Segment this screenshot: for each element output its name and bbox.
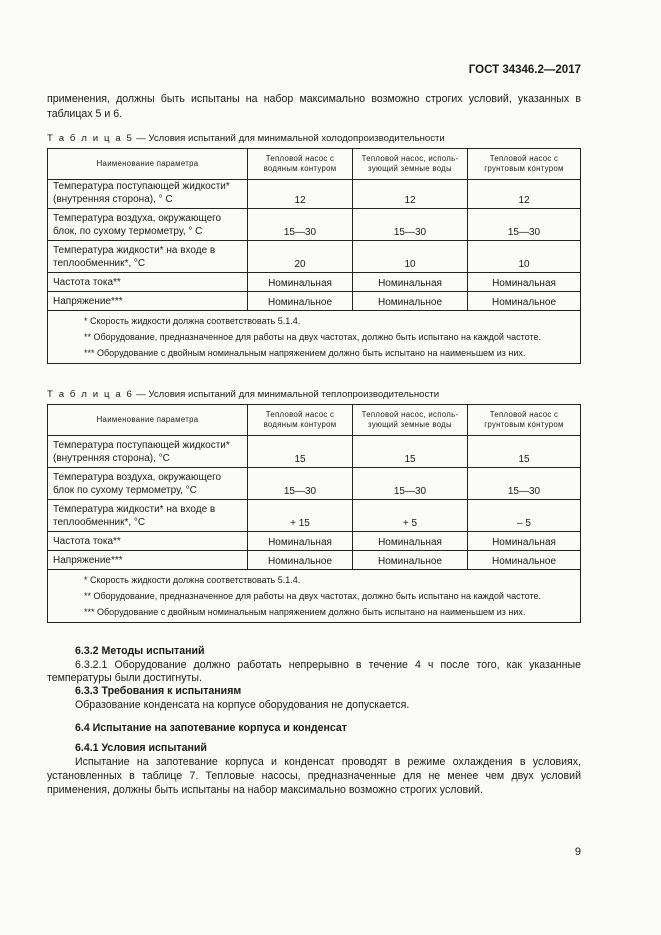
table6-row1-col2: 15 xyxy=(353,436,468,468)
table5-row4-col2: Номинальная xyxy=(353,273,468,292)
table6-row1-label: Температура поступающей жидкости* (внутренняя сторона), °С xyxy=(48,436,248,468)
table5-note3: *** Оборудование с двойным номинальным напряжением должно быть испытано на наименьшем из них. xyxy=(84,348,526,358)
section-641-title: 6.4.1 Условия испытаний xyxy=(75,742,207,754)
table5-row5-col1: Номинальное xyxy=(248,292,353,311)
table6-row3-col2: + 5 xyxy=(353,500,468,532)
table5-note1: * Скорость жидкости должна соответствовать 5.1.4. xyxy=(84,316,301,326)
table6-row2-col1: 15—30 xyxy=(248,468,353,500)
table5-row2-col2: 15—30 xyxy=(353,209,468,241)
table6-row3-col1: + 15 xyxy=(248,500,353,532)
table6-row3-col3: – 5 xyxy=(468,500,581,532)
table6-caption xyxy=(47,389,439,400)
table5-caption-text: — Условия испытаний для минимальной холодопроизводительности xyxy=(133,133,445,144)
table5-row2-label: Температура воздуха, окружающего блок, по сухому термометру, ° С xyxy=(48,209,248,241)
table5-row4-col1: Номинальная xyxy=(248,273,353,292)
table5-header-col1: Тепловой насос с водяным контуром xyxy=(248,149,353,180)
table-row xyxy=(48,532,581,551)
table5-row3-col3: 10 xyxy=(468,241,581,273)
table-row xyxy=(48,551,581,570)
table6-row2-label: Температура воздуха, окружающего блок по сухому термометру, °С xyxy=(48,468,248,500)
document-standard-header: ГОСТ 34346.2—2017 xyxy=(468,64,581,76)
table6-row2-col3: 15—30 xyxy=(468,468,581,500)
table5-row3-label: Температура жидкости* на входе в теплообменник*, °С xyxy=(48,241,248,273)
table-row xyxy=(48,292,581,311)
table6-row5-col2: Номинальное xyxy=(353,551,468,570)
table6-row5-label: Напряжение*** xyxy=(48,551,248,570)
table6-row4-col3: Номинальная xyxy=(468,532,581,551)
table5-row5-label: Напряжение*** xyxy=(48,292,248,311)
table6-row4-col1: Номинальная xyxy=(248,532,353,551)
table6-row1-col1: 15 xyxy=(248,436,353,468)
table6-caption-prefix: Т а б л и ц а 6 xyxy=(47,389,134,400)
table5-row1-col1: 12 xyxy=(248,180,353,209)
table-row xyxy=(48,209,581,241)
section-6321-text: 6.3.2.1 Оборудование должно работать непрерывно в течение 4 ч после того, как указанные температуры были достигнуты. xyxy=(47,659,581,684)
page-number: 9 xyxy=(574,846,581,858)
table6-header-col2: Тепловой насос, исполь- зующий земные воды xyxy=(353,405,468,436)
table6-row2-col2: 15—30 xyxy=(353,468,468,500)
table5-caption xyxy=(47,133,445,144)
table-row xyxy=(48,500,581,532)
section-633-title: 6.3.3 Требования к испытаниям xyxy=(75,685,242,697)
table5-row1-col2: 12 xyxy=(353,180,468,209)
table6-row3-label: Температура жидкости* на входе в теплообменник*, °С xyxy=(48,500,248,532)
table5-row3-col1: 20 xyxy=(248,241,353,273)
table5-row4-label: Частота тока** xyxy=(48,273,248,292)
table6-note3: *** Оборудование с двойным номинальным напряжением должно быть испытано на наименьшем из них. xyxy=(84,607,526,617)
table6-row5-col3: Номинальное xyxy=(468,551,581,570)
table6-caption-text: — Условия испытаний для минимальной теплопроизводительности xyxy=(133,389,440,400)
table-row xyxy=(48,241,581,273)
table6-row4-col2: Номинальная xyxy=(353,532,468,551)
table5-row5-col2: Номинальное xyxy=(353,292,468,311)
table5-note2: ** Оборудование, предназначенное для работы на двух частотах, должно быть испытано на каждой частоте. xyxy=(84,332,541,342)
table6 xyxy=(47,404,581,623)
table6-row4-label: Частота тока** xyxy=(48,532,248,551)
table5 xyxy=(47,148,581,364)
table5-header-param: Наименование параметра xyxy=(48,149,248,180)
table5-header-col2: Тепловой насос, исполь- зующий земные воды xyxy=(353,149,468,180)
table6-header-param: Наименование параметра xyxy=(48,405,248,436)
section-64-title: 6.4 Испытание на запотевание корпуса и конденсат xyxy=(75,722,347,734)
table6-row1-col3: 15 xyxy=(468,436,581,468)
table6-header-col1: Тепловой насос с водяным контуром xyxy=(248,405,353,436)
table-row xyxy=(48,180,581,209)
table6-header-col3: Тепловой насос с грунтовым контуром xyxy=(468,405,581,436)
table6-row5-col1: Номинальное xyxy=(248,551,353,570)
table5-row1-col3: 12 xyxy=(468,180,581,209)
table6-note2: ** Оборудование, предназначенное для работы на двух частотах, должно быть испытано на каждой частоте. xyxy=(84,591,541,601)
table5-row1-label: Температура поступающей жидкости* (внутренняя сторона), ° С xyxy=(48,180,248,209)
section-633-text: Образование конденсата на корпусе оборудования не допускается. xyxy=(75,699,410,711)
table5-row3-col2: 10 xyxy=(353,241,468,273)
table5-header-col3: Тепловой насос с грунтовым контуром xyxy=(468,149,581,180)
table5-notes xyxy=(48,311,581,364)
table-row xyxy=(48,273,581,292)
intro-paragraph: применения, должны быть испытаны на набор максимально возможно строгих условий, указанных в таблицах 5 и 6. xyxy=(47,93,581,120)
table-row xyxy=(48,468,581,500)
table5-row4-col3: Номинальная xyxy=(468,273,581,292)
table5-row2-col1: 15—30 xyxy=(248,209,353,241)
section-632-title: 6.3.2 Методы испытаний xyxy=(75,645,205,657)
table5-row5-col3: Номинальное xyxy=(468,292,581,311)
section-641-text: Испытание на запотевание корпуса и конденсат проводят в режиме охлаждения в условиях, установленных в таблице 7. Тепловые насосы, предназначенные для не менее чем двух условий применения, должны быть испытаны на набор максимально возможно строгих условий. xyxy=(47,756,581,796)
table5-row2-col3: 15—30 xyxy=(468,209,581,241)
table6-note1: * Скорость жидкости должна соответствовать 5.1.4. xyxy=(84,575,301,585)
table6-notes xyxy=(48,570,581,623)
table-row xyxy=(48,436,581,468)
table5-caption-prefix: Т а б л и ц а 5 xyxy=(47,133,134,144)
